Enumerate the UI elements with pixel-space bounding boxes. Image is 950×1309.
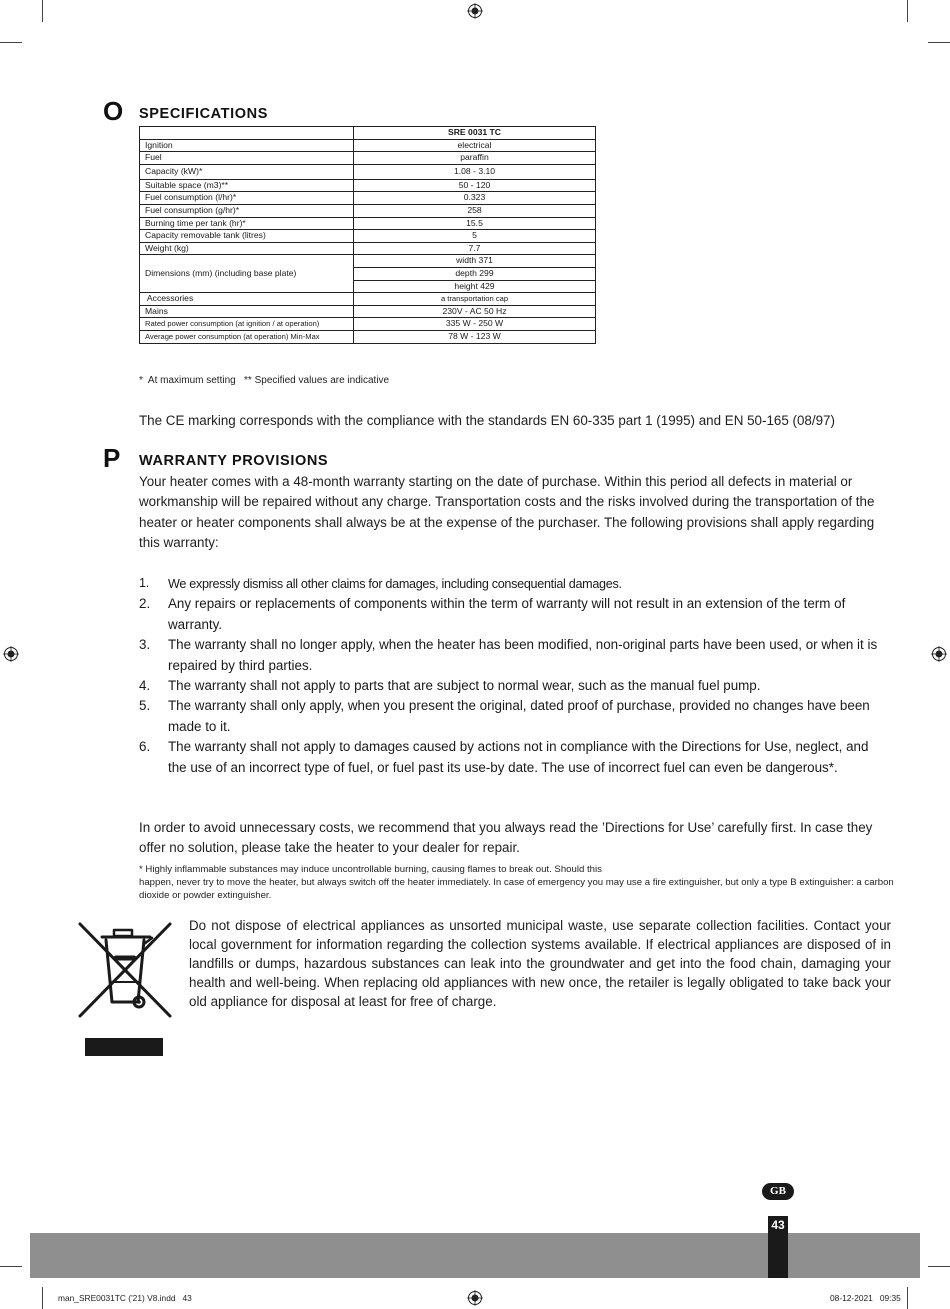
list-number: 1.	[139, 576, 149, 590]
list-text: Any repairs or replacements of components within the term of warranty will not result in an extension of the term of warranty.	[168, 596, 846, 632]
spec-label: Fuel	[140, 152, 354, 165]
table-row	[140, 179, 596, 192]
specifications-heading: SPECIFICATIONS	[139, 106, 268, 122]
spec-value: 1.08 - 3.10	[354, 164, 596, 179]
list-number: 4.	[139, 678, 151, 694]
dimension-width: width 371	[354, 255, 596, 268]
crop-mark	[42, 0, 43, 22]
warranty-heading: WARRANTY PROVISIONS	[139, 453, 329, 469]
list-text: The warranty shall only apply, when you present the original, dated proof of purchase, provided no changes have been made to it.	[168, 698, 870, 734]
table-row	[140, 242, 596, 255]
spec-value: 78 W - 123 W	[354, 330, 596, 343]
ce-marking-text: The CE marking corresponds with the compliance with the standards EN 60-335 part 1 (1995) and EN 50-165 (08/97)	[139, 413, 835, 428]
language-badge: GB	[762, 1183, 794, 1200]
spec-label: Accessories	[140, 293, 354, 306]
spec-value: 0.323	[354, 192, 596, 205]
spec-label: Fuel consumption (l/hr)*	[140, 192, 354, 205]
crop-mark	[907, 0, 908, 22]
list-number: 2.	[139, 596, 151, 612]
spec-label: Fuel consumption (g/hr)*	[140, 204, 354, 217]
fuel-footnote-line1: * Highly inflammable substances may induce uncontrollable burning, causing flames to break out. Should this	[139, 864, 602, 875]
spec-label: Suitable space (m3)**	[140, 179, 354, 192]
spec-value: electrical	[354, 139, 596, 152]
list-number: 6.	[139, 739, 151, 755]
table-row	[140, 230, 596, 243]
spec-label: Mains	[140, 305, 354, 318]
table-row	[140, 330, 596, 343]
spec-value: paraffin	[354, 152, 596, 165]
section-letter-p: P	[103, 443, 121, 473]
registration-mark-icon	[931, 646, 947, 662]
section-letter-o: O	[103, 96, 124, 126]
table-cell	[140, 127, 354, 140]
page-number: 43	[771, 1218, 785, 1232]
disposal-text: Do not dispose of electrical appliances as unsorted municipal waste, use separate collection facilities. Contact your local government for information regarding the collection systems available. If electrical appliances are disposed of in landfills or dumps, hazardous substances can leak into the groundwater and get into the food chain, damaging your health and well-being. When replacing old appliances with new once, the retailer is legally obligated to take back your old appliance for disposal at least for free of charge.	[189, 918, 891, 1009]
registration-mark-icon	[3, 646, 19, 662]
crop-mark	[928, 42, 950, 43]
table-row	[140, 192, 596, 205]
crop-mark	[907, 1287, 908, 1309]
spec-value: 15.5	[354, 217, 596, 230]
spec-footnote: * At maximum setting ** Specified values are indicative	[139, 375, 390, 386]
table-row	[140, 293, 596, 306]
spec-value: 335 W - 250 W	[354, 318, 596, 331]
table-header-row	[140, 127, 596, 140]
spec-label: Ignition	[140, 139, 354, 152]
list-item	[139, 696, 889, 737]
crop-mark	[0, 1266, 22, 1267]
spec-label: Weight (kg)	[140, 242, 354, 255]
table-row	[140, 255, 596, 268]
date-slug: 08-12-2021 09:35	[830, 1293, 901, 1303]
registration-mark-icon	[467, 1290, 483, 1306]
table-row	[140, 318, 596, 331]
crossed-out-wheelie-bin-icon	[76, 920, 174, 1020]
table-row	[140, 152, 596, 165]
table-row	[140, 204, 596, 217]
dimensions-label: Dimensions (mm) (including base plate)	[140, 255, 354, 293]
list-number: 3.	[139, 637, 151, 653]
warranty-list	[139, 573, 889, 778]
list-text: We expressly dismiss all other claims for damages, including consequential damages.	[168, 577, 622, 591]
table-row	[140, 139, 596, 152]
spec-value: 50 - 120	[354, 179, 596, 192]
registration-mark-icon	[467, 3, 483, 19]
crop-mark	[0, 42, 22, 43]
list-item	[139, 676, 889, 696]
spec-value: 7.7	[354, 242, 596, 255]
weee-black-bar	[85, 1038, 163, 1056]
spec-value: 230V - AC 50 Hz	[354, 305, 596, 318]
list-number: 5.	[139, 698, 151, 714]
spec-label: Capacity removable tank (litres)	[140, 230, 354, 243]
model-header: SRE 0031 TC	[354, 127, 596, 140]
spec-label: Rated power consumption (at ignition / at operation)	[140, 318, 354, 331]
spec-label: Capacity (kW)*	[140, 164, 354, 179]
list-text: The warranty shall no longer apply, when the heater has been modified, non-original parts have been used, or when it is repaired by third parties.	[168, 637, 878, 673]
repair-advice: In order to avoid unnecessary costs, we recommend that you always read the ’Directions for Use’ carefully first. In case they offer no solution, please take the heater to your dealer for repair.	[139, 820, 873, 856]
warranty-intro: Your heater comes with a 48-month warranty starting on the date of purchase. Within this period all defects in material or workmanship will be repaired without any charge. Transportation costs and the risks involved during the transportation of the heater or heater components shall always be at the expense of the purchaser. The following provisions shall apply regarding this warranty:	[139, 474, 875, 551]
dimension-depth: depth 299	[354, 267, 596, 280]
list-item	[139, 573, 889, 594]
spec-value: 258	[354, 204, 596, 217]
table-row	[140, 305, 596, 318]
dimension-height: height 429	[354, 280, 596, 293]
list-text: The warranty shall not apply to parts that are subject to normal wear, such as the manual fuel pump.	[168, 678, 761, 694]
list-item	[139, 737, 889, 778]
spec-value: a transportation cap	[354, 293, 596, 306]
crop-mark	[928, 1266, 950, 1267]
table-row	[140, 164, 596, 179]
table-row	[140, 217, 596, 230]
spec-label: Burning time per tank (hr)*	[140, 217, 354, 230]
spec-label: Average power consumption (at operation) Min-Max	[140, 330, 354, 343]
list-item	[139, 635, 889, 676]
specifications-table	[139, 126, 596, 344]
fuel-footnote-line2: happen, never try to move the heater, but always switch off the heater immediately. In case of emergency you may use a fire extinguisher, but only a type B extinguisher: a carbon dioxide or powder extinguisher.	[139, 877, 894, 901]
list-text: The warranty shall not apply to damages caused by actions not in compliance with the Directions for Use, neglect, and the use of an incorrect type of fuel, or fuel past its use-by date. The use of incorrect fuel can even be dangerous*.	[168, 739, 869, 775]
spec-value: 5	[354, 230, 596, 243]
crop-mark	[42, 1287, 43, 1309]
list-item	[139, 594, 889, 635]
file-slug: man_SRE0031TC ('21) V8.indd 43	[58, 1293, 192, 1303]
